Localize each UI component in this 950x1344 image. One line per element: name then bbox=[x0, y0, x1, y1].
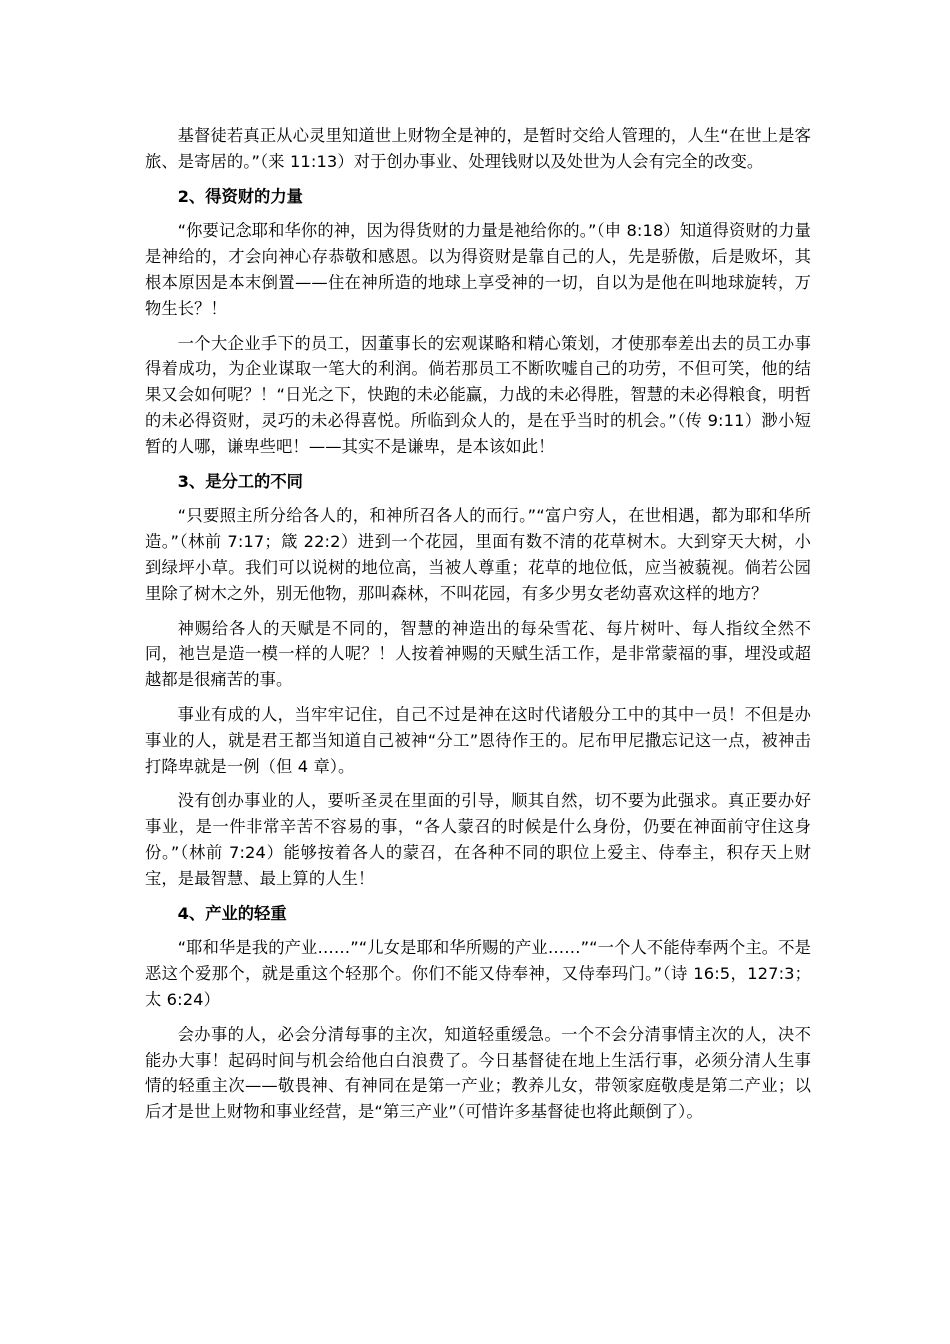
document-page bbox=[145, 123, 811, 1134]
section-heading: 3、是分工的不同 bbox=[177, 471, 303, 491]
paragraph: 会办事的人，必会分清每事的主次，知道轻重缓急。一个不会分清事情主次的人，决不能办大事！起码时间与机会给他白白浪费了。今日基督徒在地上生活行事，必须分清人生事情的轻重主次——敬畏神、有神同在是第一产业；教养儿女，带领家庭敬虔是第二产业；以后才是世上财物和事业经营，是“第三产业”（可惜许多基督徒也将此颠倒了）。 bbox=[145, 1024, 811, 1122]
paragraph: “你要记念耶和华你的神，因为得货财的力量是祂给你的。”（申 8:18）知道得资财的力量是神给的，才会向神心存恭敬和感恩。以为得资财是靠自己的人，先是骄傲，后是败坏，其根本原因是本末倒置——住在神所造的地球上享受神的一切，自以为是他在叫地球旋转，万物生长？！ bbox=[145, 221, 811, 318]
paragraph: 事业有成的人，当牢牢记住，自己不过是神在这时代诸般分工中的其中一员！不但是办事业的人，就是君王都当知道自己被神“分工”恩待作王的。尼布甲尼撒忘记这一点，被神击打降卑就是一例（但 4 章）。 bbox=[145, 704, 811, 776]
intro-paragraph: 基督徒若真正从心灵里知道世上财物全是神的，是暂时交给人管理的，人生“在世上是客旅、是寄居的。”（来 11:13）对于创办事业、处理钱财以及处世为人会有完全的改变。 bbox=[145, 126, 811, 171]
paragraph: “耶和华是我的产业……”“儿女是耶和华所赐的产业……”“一个人不能侍奉两个主。不是恶这个爱那个，就是重这个轻那个。你们不能又侍奉神，又侍奉玛门。”（诗 16:5，127:3；太 6:24） bbox=[145, 938, 811, 1009]
section-heading: 4、产业的轻重 bbox=[177, 903, 287, 923]
section-priority-of-inheritance bbox=[145, 901, 811, 1125]
section-division-of-labor bbox=[145, 469, 811, 892]
paragraph: 神赐给各人的天赋是不同的，智慧的神造出的每朵雪花、每片树叶、每人指纹全然不同，祂岂是造一模一样的人呢？！人按着神赐的天赋生活工作，是非常蒙福的事，埋没或超越都是很痛苦的事。 bbox=[145, 618, 811, 690]
section-heading: 2、得资财的力量 bbox=[177, 186, 303, 206]
paragraph: 一个大企业手下的员工，因董事长的宏观谋略和精心策划，才使那奉差出去的员工办事得着成功，为企业谋取一笔大的利润。倘若那员工不断吹嘘自己的功劳，不但可笑，他的结果又会如何呢？！“日光之下，快跑的未必能赢，力战的未必得胜，智慧的未必得粮食，明哲的未必得资财，灵巧的未必得喜悦。所临到众人的，是在乎当时的机会。”（传 9:11）渺小短暂的人哪，谦卑些吧！——其实不是谦卑，是本该如此！ bbox=[145, 333, 811, 456]
paragraph: 没有创办事业的人，要听圣灵在里面的引导，顺其自然，切不要为此强求。真正要办好事业，是一件非常辛苦不容易的事，“各人蒙召的时候是什么身份，仍要在神面前守住这身份。”（林前 7:24）能够按着各人的蒙召，在各种不同的职位上爱主、侍奉主，积存天上财宝，是最智慧、最上算的人生！ bbox=[145, 791, 811, 888]
section-wealth-power bbox=[145, 184, 811, 460]
paragraph: “只要照主所分给各人的，和神所召各人的而行。”“富户穷人，在世相遇，都为耶和华所造。”（林前 7:17；箴 22:2）进到一个花园，里面有数不清的花草树木。大到穿天大树，小到绿坪小草。我们可以说树的地位高，当被人尊重；花草的地位低，应当被藐视。倘若公园里除了树木之外，别无他物，那叫森林，不叫花园，有多少男女老幼喜欢这样的地方？ bbox=[145, 506, 811, 603]
